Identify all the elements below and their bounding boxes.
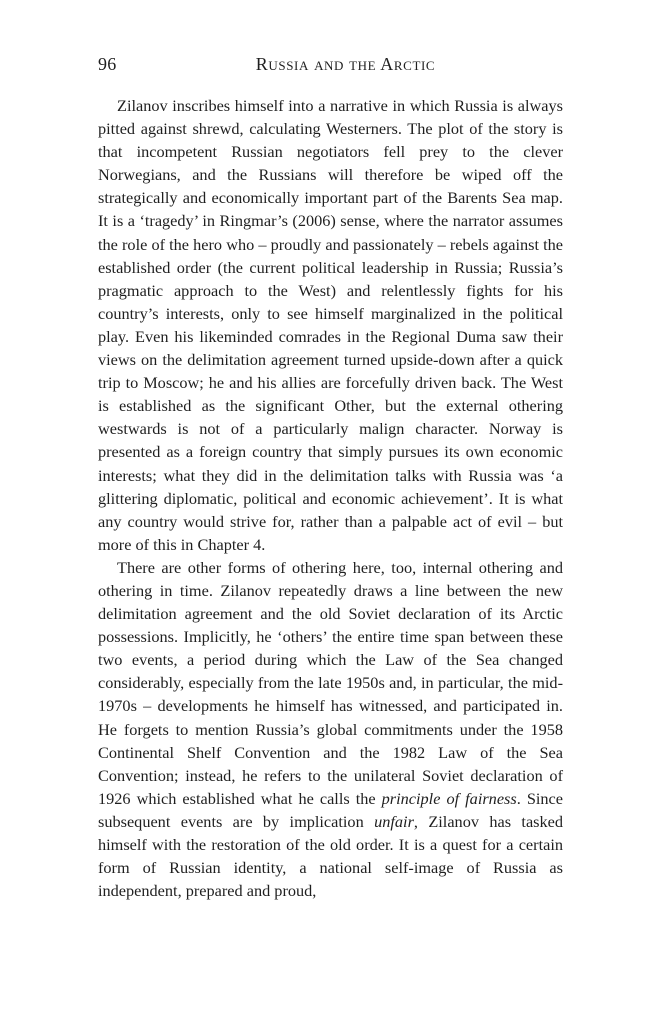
body-text	[98, 94, 563, 902]
text-run: There are other forms of othering here, too, internal othering and othering in time. Zilanov repeatedly draws a line between the new delimitation agreement and the old Soviet declaration of its Arctic possessions. Implicitly, he ‘others’ the entire time span between these two events, a period during which the Law of the Sea changed considerably, especially from the late 1950s and, in particular, the mid-1970s – developments he himself has witnessed, and participated in. He forgets to mention Russia’s global commitments under the 1958 Continental Shelf Convention and the 1982 Law of the Sea Convention; instead, he refers to the unilateral Soviet declaration of 1926 which established what he calls the	[98, 557, 563, 808]
text-run: . Since subsequent events are by implication	[98, 788, 564, 831]
paragraph	[98, 94, 563, 556]
text-run: , Zilanov has tasked himself with the restoration of the old order. It is a quest for a certain form of Russian identity, a national self-image of Russia as independent, prepared and proud,	[98, 811, 564, 901]
running-header	[98, 54, 563, 82]
page-number: 96	[98, 54, 117, 74]
running-title: Russia and the Arctic	[255, 54, 436, 74]
paragraph	[98, 556, 563, 902]
italic-text-run: principle of fairness	[381, 788, 517, 808]
italic-text-run: unfair	[374, 811, 414, 831]
text-run: Zilanov inscribes himself into a narrative in which Russia is always pitted against shrewd, calculating Westerners. The plot of the story is that incompetent Russian negotiators fell prey to the clever Norwegians, and the Russians will therefore be wiped off the strategically and economically important part of the Barents Sea map. It is a ‘tragedy’ in Ringmar’s (2006) sense, where the narrator assumes the role of the hero who – proudly and passionately – rebels against the established order (the current political leadership in Russia; Russia’s pragmatic approach to the West) and relentlessly fights for his country’s interests, only to see himself marginalized in the political play. Even his likeminded comrades in the Regional Duma saw their views on the delimitation agreement turned upside-down after a quick trip to Moscow; he and his allies are forcefully driven back. The West is established as the significant Other, but the external othering westwards is not of a particularly malign character. Norway is presented as a foreign country that simply pursues its own economic interests; what they did in the delimitation talks with Russia was ‘a glittering diplomatic, political and economic achievement’. It is what any country would strive for, rather than a palpable act of evil – but more of this in Chapter 4.	[98, 96, 563, 554]
